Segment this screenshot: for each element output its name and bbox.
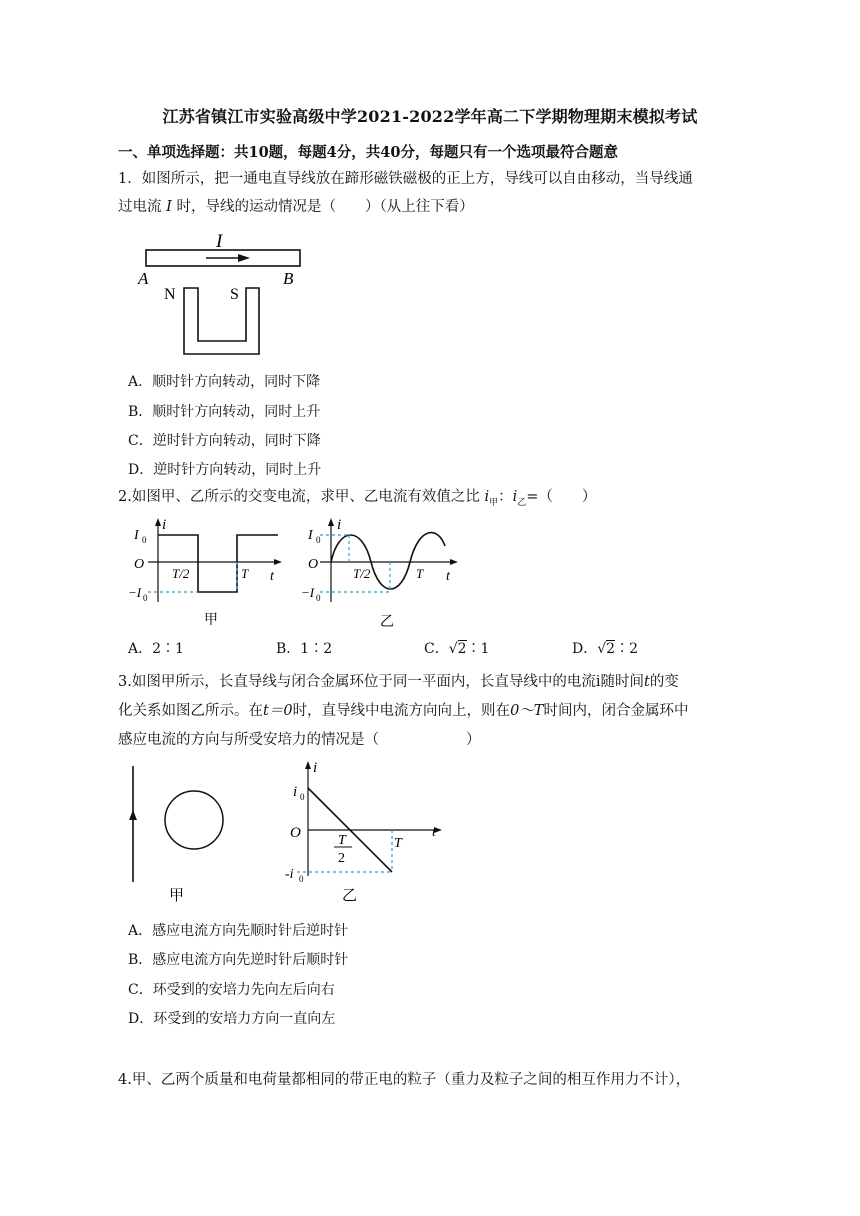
- svg-text:i: i: [293, 784, 298, 800]
- question-2-stem: 2.如图甲、乙所示的交变电流，求甲、乙电流有效值之比 $i_甲$：$i_乙=$（ ）: [118, 489, 597, 508]
- svg-text:−I: −I: [301, 585, 315, 600]
- question-2-option-b[interactable]: B．1∶2: [276, 641, 333, 657]
- question-3-line1: 3.如图甲所示，长直导线与闭合金属环位于同一平面内，长直导线中的电流i随时间t的变: [118, 674, 679, 690]
- question-3-line2: 化关系如图乙所示。在t＝0时，直导线中电流方向向上，则在0～T时间内，闭合金属环中: [118, 703, 689, 719]
- svg-text:O: O: [290, 825, 301, 841]
- question-3-stem: [118, 668, 746, 755]
- question-4-stem: 4.甲、乙两个质量和电荷量都相同的带正电的粒子（重力及粒子之间的相互作用力不计），: [118, 1072, 691, 1088]
- svg-text:T: T: [394, 836, 402, 851]
- svg-text:0: 0: [299, 874, 304, 884]
- question-1-stem: [118, 165, 746, 221]
- svg-text:i: i: [162, 517, 167, 533]
- wire-end-a-label: A: [138, 269, 149, 288]
- question-1-line1: 1．如图所示，把一通电直导线放在蹄形磁铁磁极的正上方，导线可以自由移动，当导线通: [118, 171, 693, 187]
- svg-text:i: i: [337, 517, 342, 533]
- question-1-option-b[interactable]: B．顺时针方向转动，同时上升: [128, 404, 321, 420]
- sqrt-symbol: √: [597, 641, 607, 657]
- question-3-option-b[interactable]: B．感应电流方向先逆时针后顺时针: [128, 952, 349, 968]
- question-1-figure: [128, 226, 308, 361]
- svg-text:I: I: [134, 528, 139, 543]
- question-1-line2: 过电流 I 时，导线的运动情况是（ ）（从上往下看）: [118, 199, 474, 215]
- question-1-option-d[interactable]: D．逆时针方向转动，同时上升: [128, 462, 322, 478]
- pole-n-label: N: [164, 286, 176, 303]
- svg-text:t: t: [446, 569, 450, 584]
- wire-current-arrow: [129, 810, 137, 820]
- caption-jia: 甲: [169, 888, 185, 904]
- svg-text:-i: -i: [285, 867, 294, 882]
- question-2-option-d[interactable]: D．√2∶2: [572, 641, 638, 657]
- page-title: 江苏省镇江市实验高级中学2021-2022学年高二下学期物理期末模拟考试: [162, 107, 698, 126]
- svg-text:T: T: [241, 566, 249, 581]
- svg-text:T: T: [416, 566, 424, 581]
- question-3-option-c[interactable]: C．环受到的安培力先向左后向右: [128, 982, 335, 998]
- current-label: I: [216, 231, 223, 252]
- question-2-option-c[interactable]: C．√2∶1: [424, 641, 490, 657]
- pole-s-label: S: [230, 286, 239, 303]
- svg-text:O: O: [308, 557, 319, 572]
- current-arrow-head: [238, 254, 250, 262]
- sine-wave-plot: [301, 517, 458, 630]
- sine-wave-line: [331, 533, 445, 589]
- question-3-figure: [118, 758, 448, 908]
- svg-text:0: 0: [143, 593, 148, 603]
- svg-text:−I: −I: [128, 585, 142, 600]
- svg-text:i: i: [313, 760, 318, 776]
- caption-yi: 乙: [380, 615, 394, 630]
- question-3-line3: 感应电流的方向与所受安培力的情况是（ ）: [118, 732, 481, 748]
- svg-text:t: t: [432, 825, 436, 840]
- sqrt-symbol: √: [448, 641, 458, 657]
- square-wave-line: [158, 535, 278, 592]
- svg-text:t: t: [270, 569, 274, 584]
- horseshoe-magnet: [184, 288, 259, 354]
- svg-text:0: 0: [316, 535, 321, 545]
- svg-text:0: 0: [300, 792, 305, 802]
- square-wave-plot: [128, 517, 282, 628]
- triangle-current-plot: [285, 760, 442, 904]
- svg-text:0: 0: [316, 593, 321, 603]
- svg-text:T/2: T/2: [353, 566, 371, 581]
- caption-yi: 乙: [342, 888, 358, 904]
- svg-text:0: 0: [142, 535, 147, 545]
- svg-text:T: T: [338, 833, 346, 848]
- caption-jia: 甲: [204, 613, 218, 628]
- svg-text:T/2: T/2: [172, 566, 190, 581]
- question-2-options: [128, 638, 768, 658]
- wire-and-ring: [129, 766, 223, 904]
- svg-text:2: 2: [338, 851, 345, 866]
- section-heading: 一、单项选择题：共10题，每题4分，共40分，每题只有一个选项最符合题意: [118, 144, 618, 161]
- question-2-option-a[interactable]: A．2∶1: [128, 641, 184, 657]
- question-3-option-a[interactable]: A．感应电流方向先顺时针后逆时针: [128, 923, 349, 939]
- svg-text:I: I: [308, 528, 313, 543]
- wire-end-b-label: B: [283, 269, 294, 288]
- question-2-figure: [128, 516, 458, 632]
- svg-text:O: O: [134, 557, 145, 572]
- question-3-option-d[interactable]: D．环受到的安培力方向一直向左: [128, 1011, 336, 1027]
- metal-ring: [165, 791, 223, 849]
- question-1-option-a[interactable]: A．顺时针方向转动，同时下降: [128, 374, 321, 390]
- question-1-option-c[interactable]: C．逆时针方向转动，同时下降: [128, 433, 321, 449]
